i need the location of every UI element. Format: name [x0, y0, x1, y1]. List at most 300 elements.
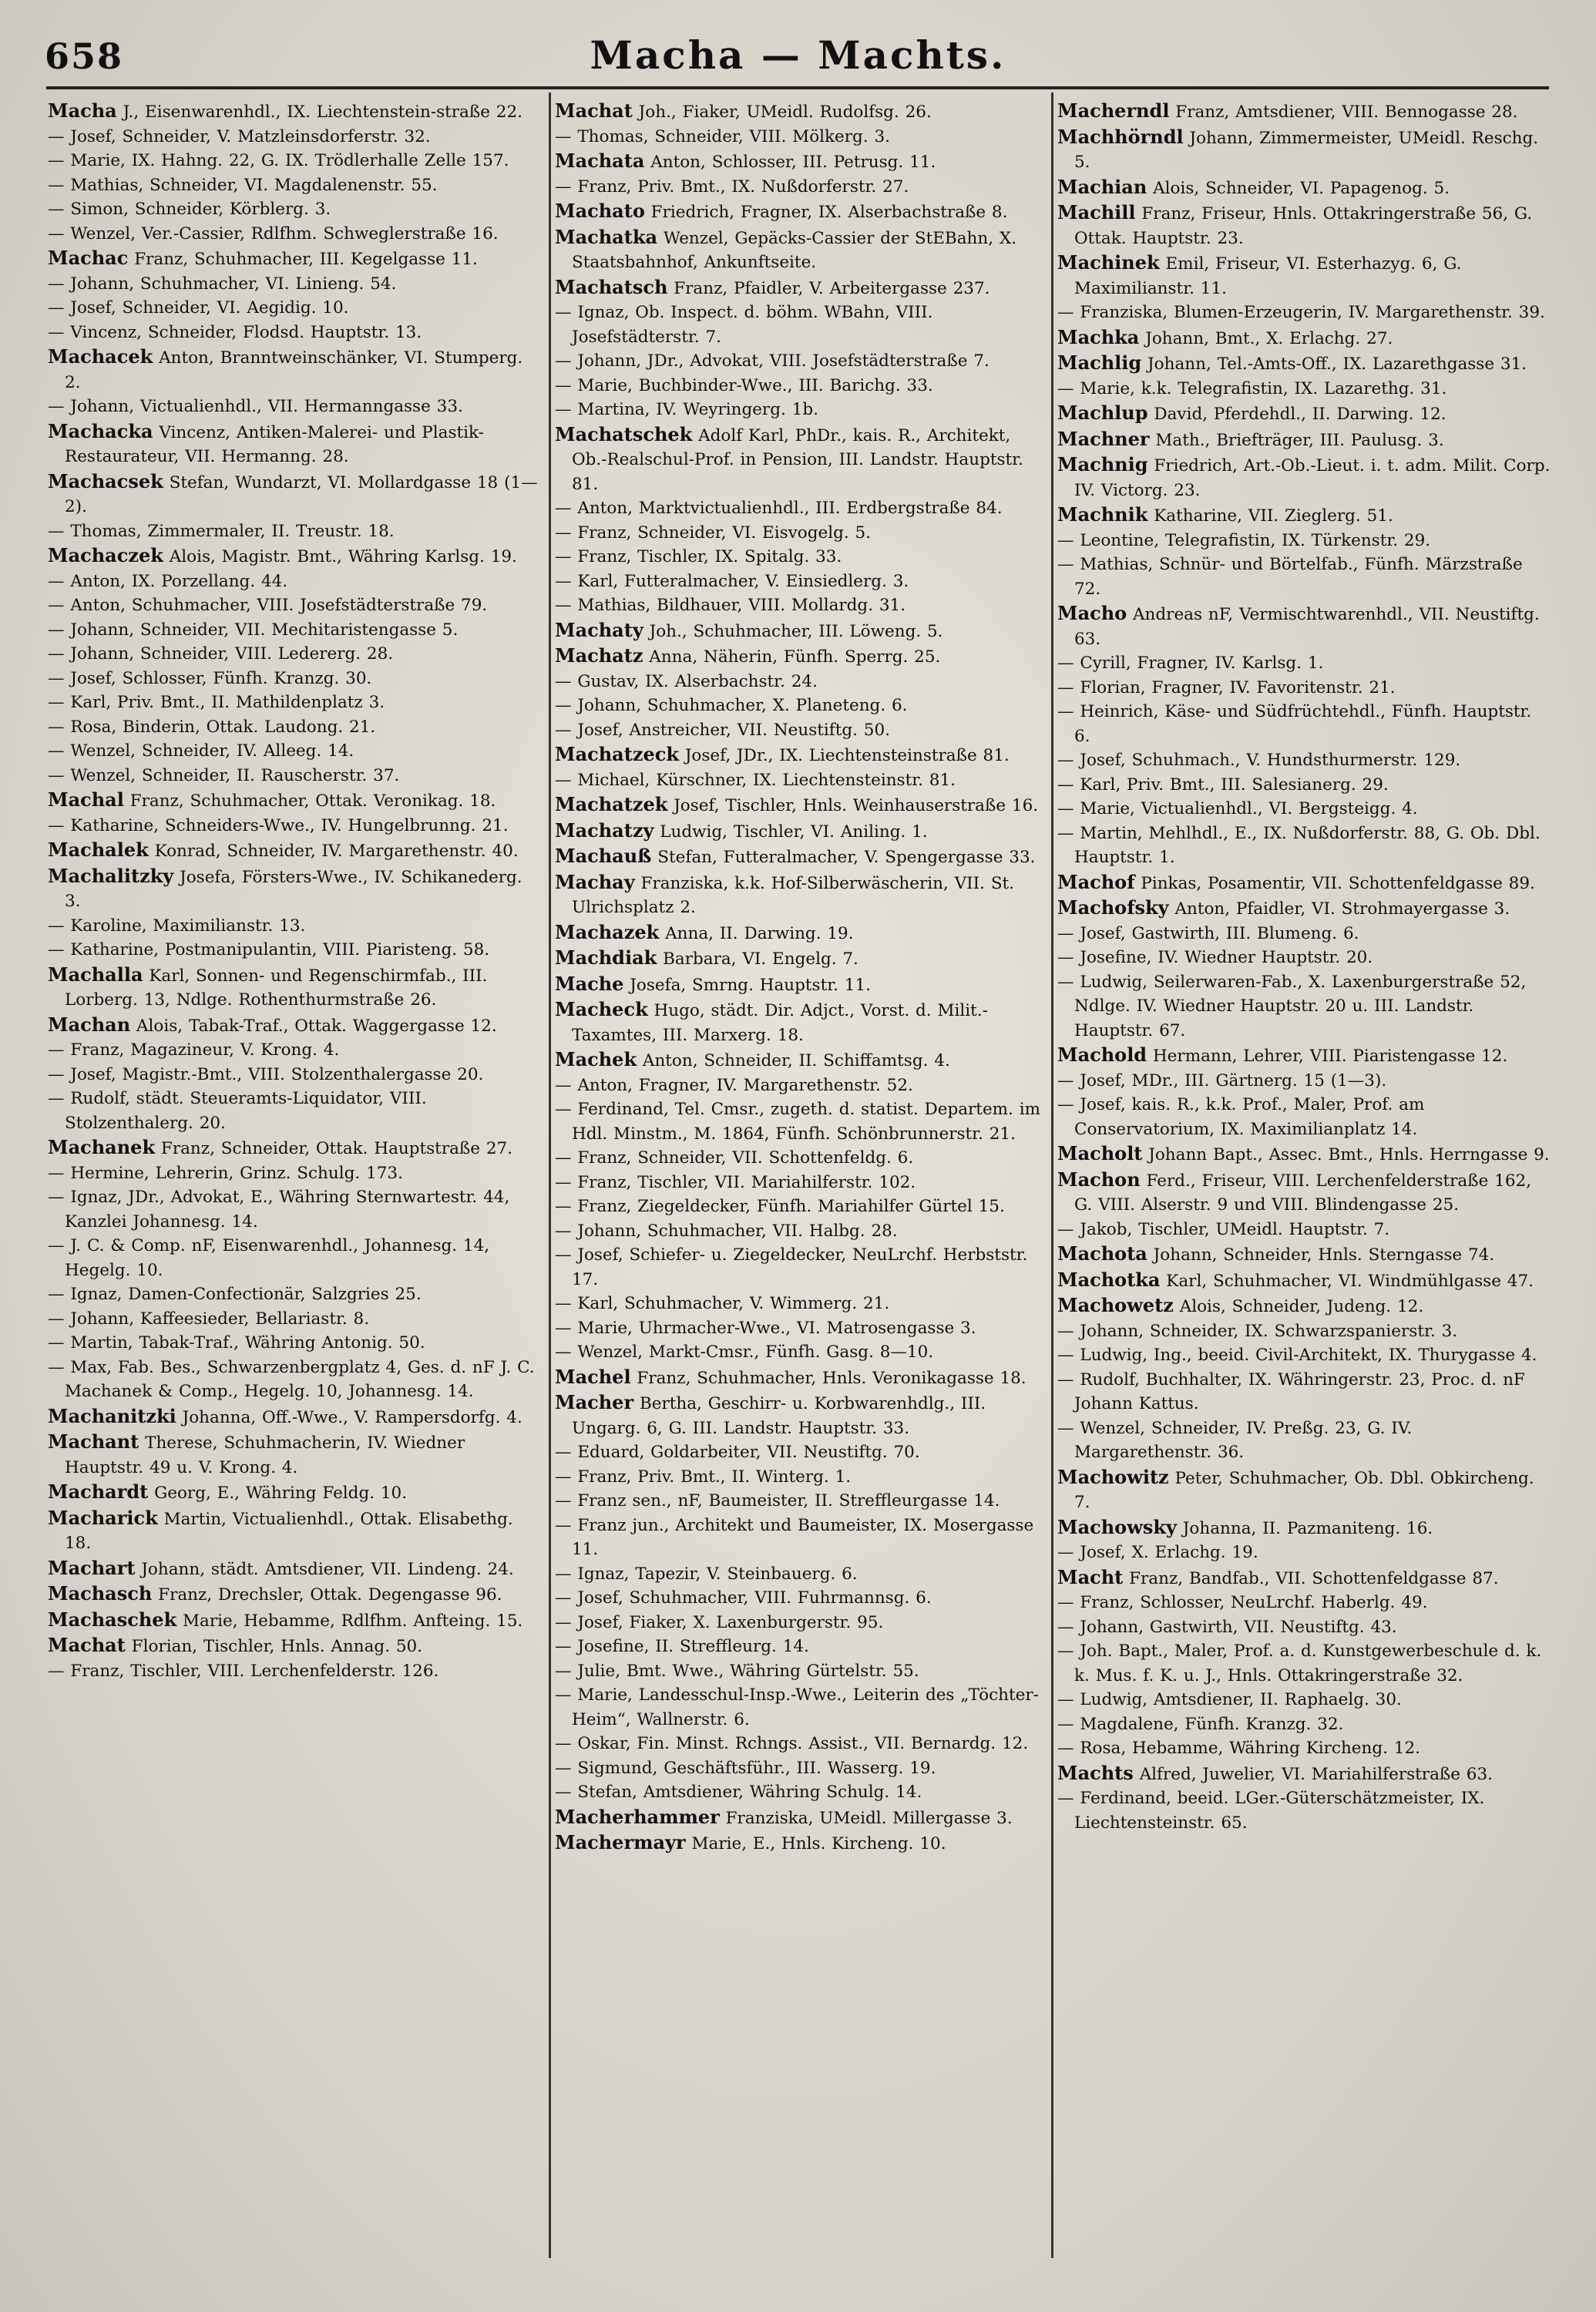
entry-text: Johann, Zimmermeister, UMeidl. Reschg. 5.	[1074, 128, 1539, 172]
entry-text: — Johann, Schneider, VII. Mechitaristengasse 5.	[48, 620, 459, 640]
directory-entry	[48, 272, 541, 297]
entry-surname: Machlup	[1057, 402, 1148, 424]
directory-entry	[555, 1611, 1048, 1635]
directory-entry	[48, 1013, 541, 1039]
column-1	[48, 99, 541, 2280]
entry-text: — Marie, Buchbinder-Wwe., III. Barichg. 33.	[555, 375, 933, 395]
entry-text: Josef, JDr., IX. Liechtensteinstraße 81.	[684, 746, 1010, 765]
entry-text: — Wenzel, Schneider, II. Rauscherstr. 37.	[48, 765, 400, 785]
entry-text: Math., Briefträger, III. Paulusg. 3.	[1155, 430, 1444, 450]
directory-entry	[1057, 946, 1551, 970]
directory-entry	[48, 1135, 541, 1161]
directory-entry	[1057, 1368, 1551, 1416]
directory-entry	[48, 764, 541, 788]
directory-entry	[48, 519, 541, 544]
entry-text: Emil, Friseur, VI. Esterhazyg. 6, G. Maximilianstr. 11.	[1074, 254, 1462, 298]
directory-entry	[48, 838, 541, 864]
directory-entry	[555, 175, 1048, 200]
entry-text: — Franz, Priv. Bmt., IX. Nußdorferstr. 27.	[555, 176, 909, 197]
directory-entry	[555, 301, 1048, 349]
directory-entry	[48, 1161, 541, 1186]
entry-text: Therese, Schuhmacherin, IV. Wiedner Hauptstr. 49 u. V. Krong. 4.	[65, 1433, 465, 1477]
entry-text: — Heinrich, Käse- und Südfrüchtehdl., Fünfh. Hauptstr. 6.	[1057, 702, 1532, 746]
directory-entry	[555, 349, 1048, 374]
entry-text: — Marie, Victualienhdl., VI. Bergsteigg. 4.	[1057, 799, 1418, 818]
entry-text: Anton, Branntweinschänker, VI. Stumperg. 2.	[65, 348, 523, 392]
entry-surname: Machart	[48, 1556, 136, 1579]
entry-text: — Josefine, IV. Wiedner Hauptstr. 20.	[1057, 948, 1373, 967]
directory-entry	[555, 1562, 1048, 1587]
entry-surname: Machaty	[555, 618, 643, 641]
entry-text: Franz, Schneider, Ottak. Hauptstraße 27.	[160, 1139, 513, 1158]
entry-text: — Anton, IX. Porzellang. 44.	[48, 571, 288, 591]
directory-entry	[555, 694, 1048, 718]
directory-entry	[555, 545, 1048, 570]
directory-entry	[48, 419, 541, 469]
entry-text: — Franz, Priv. Bmt., II. Winterg. 1.	[555, 1467, 852, 1487]
directory-entry	[48, 814, 541, 838]
entry-surname: Machay	[555, 870, 635, 893]
entry-text: — Josef, Magistr.-Bmt., VIII. Stolzenthalergasse 20.	[48, 1064, 484, 1084]
entry-surname: Machalek	[48, 838, 149, 861]
entry-text: — Anton, Schuhmacher, VIII. Josefstädterstraße 79.	[48, 596, 488, 615]
entry-text: Marie, Hebamme, Rdlfhm. Anfteing. 15.	[183, 1611, 523, 1631]
entry-text: — Joh. Bapt., Maler, Prof. a. d. Kunstgewerbeschule d. k. k. Mus. f. K. u. J., Hnls. Ottakringerstraße 32.	[1057, 1642, 1542, 1685]
entry-surname: Machacek	[48, 345, 153, 368]
directory-entry	[1057, 175, 1551, 201]
entry-text: — Johann, Schuhmacher, VII. Halbg. 28.	[555, 1221, 898, 1241]
entry-text: Peter, Schuhmacher, Ob. Dbl. Obkircheng. 7.	[1074, 1468, 1534, 1512]
entry-text: — Josef, Schiefer- u. Ziegeldecker, NeuLrchf. Herbststr. 17.	[555, 1245, 1028, 1289]
directory-entry	[555, 1489, 1048, 1514]
entry-text: Karl, Schuhmacher, VI. Windmühlgasse 47.	[1166, 1271, 1534, 1291]
directory-entry	[555, 1780, 1048, 1805]
entry-text: Franz, Amtsdiener, VIII. Bennogasse 28.	[1175, 102, 1518, 122]
entry-text: — Josef, Fiaker, X. Laxenburgerstr. 95.	[555, 1612, 884, 1632]
directory-entry	[1057, 1343, 1551, 1368]
directory-entry	[1057, 1141, 1551, 1168]
entry-text: Johann, Schneider, Hnls. Sterngasse 74.	[1153, 1245, 1495, 1265]
entry-surname: Machotka	[1057, 1268, 1161, 1291]
entry-text: — Wenzel, Markt-Cmsr., Fünfh. Gasg. 8—10.	[555, 1343, 934, 1362]
entry-text: — Franz, Magazineur, V. Krong. 4.	[48, 1040, 340, 1060]
directory-entry	[555, 718, 1048, 743]
entry-text: — Katharine, Schneiders-Wwe., IV. Hungelbrunng. 21.	[48, 815, 509, 835]
entry-text: — Thomas, Schneider, VIII. Mölkerg. 3.	[555, 126, 890, 146]
header-rule	[46, 86, 1549, 89]
entry-text: — Josef, Schuhmach., V. Hundsthurmerstr. 129.	[1057, 751, 1461, 770]
entry-surname: Machac	[48, 247, 129, 269]
directory-entry	[48, 469, 541, 519]
directory-entry	[555, 1465, 1048, 1490]
directory-entry	[555, 742, 1048, 768]
entry-text: Franz, Drechsler, Ottak. Degengasse 96.	[158, 1585, 502, 1605]
directory-entry	[48, 125, 541, 150]
entry-surname: Machdiak	[555, 946, 657, 969]
directory-entry	[48, 715, 541, 740]
entry-text: Vincenz, Antiken-Malerei- und Plastik-Restaurateur, VII. Hermanng. 28.	[65, 422, 484, 466]
entry-text: — Josefine, II. Streffleurg. 14.	[555, 1637, 809, 1656]
directory-entry	[48, 667, 541, 691]
entry-text: Hermann, Lehrer, VIII. Piaristengasse 12.	[1152, 1047, 1508, 1066]
directory-entry	[48, 642, 541, 667]
entry-text: Franziska, UMeidl. Millergasse 3.	[725, 1808, 1013, 1828]
directory-entry	[1057, 1591, 1551, 1615]
directory-entry	[555, 972, 1048, 998]
directory-entry	[48, 1608, 541, 1634]
entry-surname: Machner	[1057, 427, 1150, 450]
entry-text: — Franz, Tischler, VIII. Lerchenfelderstr. 126.	[48, 1661, 439, 1681]
entry-surname: Machel	[555, 1365, 631, 1388]
directory-entry	[48, 1038, 541, 1063]
entry-text: Stefan, Wundarzt, VI. Mollardgasse 18 (1—2).	[65, 472, 538, 516]
directory-entry	[1057, 351, 1551, 377]
entry-text: Franz, Schuhmacher, III. Kegelgasse 11.	[134, 250, 478, 269]
entry-text: — Josef, Schneider, V. Matzleinsdorferstr. 32.	[48, 126, 431, 146]
directory-entry	[48, 543, 541, 570]
entry-text: — Mathias, Bildhauer, VIII. Mollardg. 31.	[555, 596, 906, 615]
entry-text: — Marie, IX. Hahng. 22, G. IX. Trödlerhalle Zelle 157.	[48, 151, 509, 170]
entry-text: — Anton, Marktvictualienhdl., III. Erdbergstraße 84.	[555, 499, 1003, 518]
entry-text: — Josef, Schuhmacher, VIII. Fuhrmannsg. 6.	[555, 1588, 932, 1608]
directory-entry	[1057, 1416, 1551, 1465]
entry-surname: Macho	[1057, 602, 1127, 624]
entry-text: — Vincenz, Schneider, Flodsd. Hauptstr. 13.	[48, 322, 422, 342]
directory-entry	[48, 1234, 541, 1282]
directory-entry	[555, 1732, 1048, 1756]
entry-text: Friedrich, Fragner, IX. Alserbachstraße 8.	[650, 203, 1008, 222]
entry-surname: Machasch	[48, 1582, 153, 1605]
entry-text: Josefa, Smrng. Hauptstr. 11.	[630, 975, 871, 995]
entry-text: Franziska, k.k. Hof-Silberwäscherin, VII. St. Ulrichsplatz 2.	[572, 873, 1015, 917]
entry-text: — Max, Fab. Bes., Schwarzenbergplatz 4, Ges. d. nF J. C. Machanek & Comp., Hegelg. 10, Johannesg. 14.	[48, 1357, 535, 1401]
entry-text: — Josef, X. Erlachg. 19.	[1057, 1543, 1258, 1562]
entry-text: — Ignaz, Ob. Inspect. d. böhm. WBahn, VIII. Josefstädterstr. 7.	[555, 303, 933, 347]
directory-entry	[1057, 601, 1551, 651]
entry-surname: Machanitzki	[48, 1404, 176, 1427]
directory-entry	[555, 946, 1048, 972]
entry-text: Andreas nF, Vermischtwarenhdl., VII. Neustiftg. 63.	[1074, 605, 1540, 649]
directory-entry	[1057, 822, 1551, 870]
directory-entry	[1057, 1515, 1551, 1541]
entry-surname: Macht	[1057, 1565, 1124, 1588]
entry-text: Anna, Näherin, Fünfh. Sperrg. 25.	[649, 647, 941, 667]
entry-text: Alois, Schneider, VI. Papagenog. 5.	[1153, 178, 1450, 198]
directory-entry	[48, 222, 541, 247]
entry-text: — Ludwig, Amtsdiener, II. Raphaelg. 30.	[1057, 1690, 1402, 1709]
directory-entry	[1057, 301, 1551, 325]
directory-entry	[48, 197, 541, 222]
directory-entry	[48, 296, 541, 321]
entry-text: — Mathias, Schneider, VI. Magdalenenstr. 55.	[48, 175, 438, 195]
entry-text: — Josef, Anstreicher, VII. Neustiftg. 50.	[555, 720, 890, 740]
directory-entry	[48, 173, 541, 198]
entry-surname: Macherhammer	[555, 1805, 720, 1828]
directory-entry	[1057, 427, 1551, 453]
entry-surname: Machowsky	[1057, 1515, 1177, 1538]
entry-text: — Hermine, Lehrerin, Grinz. Schulg. 173.	[48, 1163, 403, 1183]
entry-text: Barbara, VI. Engelg. 7.	[663, 949, 858, 969]
entry-text: Karl, Sonnen- und Regenschirmfab., III. Lorberg. 13, Ndlge. Rothenthurmstraße 26.	[65, 966, 488, 1010]
entry-text: — Sigmund, Geschäftsführ., III. Wasserg. 19.	[555, 1758, 936, 1778]
entry-text: — Josef, MDr., III. Gärtnerg. 15 (1—3).	[1057, 1070, 1387, 1090]
entry-text: Franz, Pfaidler, V. Arbeitergasse 237.	[674, 278, 990, 298]
entry-surname: Machhörndl	[1057, 125, 1184, 148]
entry-text: Friedrich, Art.-Ob.-Lieut. i. t. adm. Milit. Corp. IV. Victorg. 23.	[1074, 456, 1551, 500]
entry-surname: Machat	[48, 1634, 126, 1656]
entry-text: — Johann, Schneider, VIII. Ledererg. 28.	[48, 644, 394, 664]
entry-surname: Machnig	[1057, 453, 1148, 476]
entry-text: — Wenzel, Schneider, IV. Alleeg. 14.	[48, 741, 354, 761]
entry-surname: Machacka	[48, 419, 153, 442]
directory-entry	[48, 1430, 541, 1480]
directory-entry	[555, 1659, 1048, 1684]
entry-surname: Machaczek	[48, 544, 163, 566]
entry-text: — Florian, Fragner, IV. Favoritenstr. 21.	[1057, 677, 1396, 697]
entry-text: — Wenzel, Schneider, IV. Preßg. 23, G. IV. Margarethenstr. 36.	[1057, 1418, 1413, 1462]
directory-entry	[1057, 773, 1551, 798]
directory-entry	[555, 225, 1048, 275]
directory-entry	[1057, 1218, 1551, 1242]
directory-entry	[1057, 651, 1551, 676]
directory-entry	[1057, 125, 1551, 175]
entry-surname: Macholt	[1057, 1142, 1143, 1164]
entry-text: — Leontine, Telegrafistin, IX. Türkenstr. 29.	[1057, 530, 1431, 550]
directory-entry	[555, 1514, 1048, 1562]
entry-text: Ferd., Friseur, VIII. Lerchenfelderstraße 162, G. VIII. Alserstr. 9 und VIII. Blindengasse 25.	[1074, 1171, 1532, 1215]
entry-surname: Machat	[555, 99, 633, 122]
directory-entry	[48, 1282, 541, 1307]
entry-text: Johanna, II. Pazmaniteng. 16.	[1182, 1518, 1433, 1538]
directory-entry	[1057, 1565, 1551, 1591]
entry-text: Johann Bapt., Assec. Bmt., Hnls. Herrngasse 9.	[1148, 1145, 1550, 1164]
entry-text: — Simon, Schneider, Körblerg. 3.	[48, 200, 331, 219]
entry-surname: Machatschek	[555, 422, 693, 445]
entry-text: Alfred, Juwelier, VI. Mariahilferstraße 63.	[1139, 1764, 1494, 1784]
column-3	[1057, 99, 1551, 2280]
directory-entry	[1057, 1069, 1551, 1094]
directory-entry	[1057, 553, 1551, 601]
entry-text: — Marie, Uhrmacher-Wwe., VI. Matrosengasse 3.	[555, 1318, 976, 1338]
entry-text: — Franziska, Blumen-Erzeugerin, IV. Margarethenstr. 39.	[1057, 303, 1545, 322]
directory-entry	[1057, 1168, 1551, 1218]
directory-entry	[555, 670, 1048, 694]
entry-text: — Franz, Tischler, VII. Mariahilferstr. 102.	[555, 1172, 916, 1192]
directory-entry	[1057, 1688, 1551, 1712]
directory-entry	[555, 1635, 1048, 1659]
directory-entry	[1057, 1293, 1551, 1319]
entry-text: — Rudolf, Buchhalter, IX. Währingerstr. 23, Proc. d. nF Johann Kattus.	[1057, 1369, 1525, 1413]
directory-entry	[555, 618, 1048, 644]
entry-text: — Josef, kais. R., k.k. Prof., Maler, Prof. am Conservatorium, IX. Maximilianplatz 14.	[1057, 1095, 1425, 1139]
entry-surname: Machota	[1057, 1242, 1147, 1265]
directory-entry	[555, 422, 1048, 497]
directory-entry	[1057, 1761, 1551, 1787]
directory-entry	[555, 125, 1048, 150]
entry-text: — Stefan, Amtsdiener, Währing Schulg. 14.	[555, 1783, 922, 1802]
directory-entry	[48, 1087, 541, 1135]
directory-entry	[48, 618, 541, 643]
entry-text: — Magdalene, Fünfh. Kranzg. 32.	[1057, 1714, 1344, 1734]
entry-text: Konrad, Schneider, IV. Margarethenstr. 40.	[154, 842, 519, 861]
directory-entry	[48, 739, 541, 764]
directory-entry	[1057, 1093, 1551, 1141]
entry-surname: Macher	[555, 1391, 634, 1413]
entry-text: — Franz jun., Architekt und Baumeister, IX. Mosergasse 11.	[555, 1515, 1034, 1559]
directory-entry	[48, 149, 541, 173]
entry-surname: Machof	[1057, 870, 1135, 893]
entry-text: — Eduard, Goldarbeiter, VII. Neustiftg. 70.	[555, 1443, 920, 1462]
directory-entry	[1057, 99, 1551, 125]
directory-entry	[48, 1356, 541, 1404]
directory-entry	[1057, 1319, 1551, 1344]
directory-entry	[48, 938, 541, 963]
entry-text: Georg, E., Währing Feldg. 10.	[154, 1484, 408, 1503]
directory-entry	[1057, 1615, 1551, 1640]
directory-entry	[48, 593, 541, 618]
entry-text: — Ludwig, Ing., beeid. Civil-Architekt, IX. Thurygasse 4.	[1057, 1346, 1537, 1365]
entry-text: — Martin, Mehlhdl., E., IX. Nußdorferstr. 88, G. Ob. Dbl. Hauptstr. 1.	[1057, 823, 1541, 867]
entry-text: — J. C. & Comp. nF, Eisenwarenhdl., Johannesg. 14, Hegelg. 10.	[48, 1236, 490, 1280]
directory-entry	[555, 570, 1048, 594]
directory-entry	[48, 1404, 541, 1430]
entry-text: Franz, Bandfab., VII. Schottenfeldgasse 87.	[1129, 1568, 1499, 1588]
entry-surname: Machinek	[1057, 251, 1160, 274]
entry-surname: Machanek	[48, 1136, 156, 1158]
directory-entry	[555, 1195, 1048, 1219]
entry-text: — Ludwig, Seilerwaren-Fab., X. Laxenburgerstraße 52, Ndlge. IV. Wiedner Hauptstr. 20 u. III. Landstr. Hauptstr. 67.	[1057, 972, 1527, 1040]
directory-entry	[1057, 529, 1551, 553]
directory-entry	[555, 1047, 1048, 1074]
directory-entry	[48, 1581, 541, 1608]
entry-text: Stefan, Futteralmacher, V. Spengergasse 33.	[657, 848, 1036, 867]
entry-text: — Karl, Priv. Bmt., III. Salesianerg. 29.	[1057, 775, 1389, 795]
entry-text: — Katharine, Postmanipulantin, VIII. Piaristeng. 58.	[48, 940, 490, 959]
entry-text: — Rosa, Binderin, Ottak. Laudong. 21.	[48, 717, 376, 737]
entry-surname: Machant	[48, 1430, 139, 1453]
directory-entry	[1057, 797, 1551, 822]
directory-entry	[48, 914, 541, 939]
entry-surname: Machata	[555, 150, 645, 172]
entry-text: — Gustav, IX. Alserbachstr. 24.	[555, 671, 818, 691]
entry-text: — Josef, Schlosser, Fünfh. Kranzg. 30.	[48, 668, 372, 688]
entry-surname: Machatzy	[555, 818, 654, 842]
entry-surname: Machardt	[48, 1480, 149, 1503]
directory-entry	[1057, 896, 1551, 922]
column-divider-1	[549, 92, 551, 2258]
entry-text: — Thomas, Zimmermaler, II. Treustr. 18.	[48, 521, 395, 541]
running-head: Macha — Machts.	[590, 32, 1006, 78]
directory-entry	[555, 1243, 1048, 1292]
entry-surname: Macharick	[48, 1506, 158, 1529]
directory-entry	[1057, 1639, 1551, 1688]
directory-entry	[48, 321, 541, 345]
directory-entry	[1057, 250, 1551, 301]
directory-entry	[1057, 970, 1551, 1043]
entry-text: — Marie, k.k. Telegrafistin, IX. Lazarethg. 31.	[1057, 378, 1447, 398]
directory-entry	[555, 1097, 1048, 1146]
directory-entry	[48, 691, 541, 715]
directory-entry	[555, 1074, 1048, 1098]
entry-surname: Machowetz	[1057, 1294, 1174, 1316]
entry-surname: Machian	[1057, 175, 1147, 198]
page-header	[0, 23, 1596, 77]
entry-surname: Machnik	[1057, 503, 1148, 526]
entry-text: Joh., Schuhmacher, III. Löweng. 5.	[649, 621, 943, 641]
directory-entry	[1057, 1786, 1551, 1835]
entry-surname: Machato	[555, 200, 645, 222]
directory-entry	[555, 149, 1048, 175]
entry-text: Alois, Schneider, Judeng. 12.	[1179, 1297, 1424, 1316]
directory-entry	[555, 768, 1048, 793]
entry-text: — Ferdinand, Tel. Cmsr., zugeth. d. statist. Departem. im Hdl. Minstm., M. 1864, Fünfh. Schönbrunnerstr. 21.	[555, 1100, 1040, 1144]
entry-surname: Machold	[1057, 1043, 1147, 1066]
entry-text: Joh., Fiaker, UMeidl. Rudolfsg. 26.	[638, 102, 932, 122]
entry-text: — Michael, Kürschner, IX. Liechtensteinstr. 81.	[555, 770, 956, 790]
entry-surname: Machatzek	[555, 793, 668, 815]
directory-entry	[555, 1171, 1048, 1195]
entry-text: — Johann, Schuhmacher, VI. Linieng. 54.	[48, 274, 397, 294]
directory-entry	[555, 199, 1048, 225]
directory-entry	[48, 864, 541, 914]
entry-text: Ludwig, Tischler, VI. Aniling. 1.	[660, 822, 928, 842]
entry-text: — Ignaz, Tapezir, V. Steinbauerg. 6.	[555, 1564, 858, 1584]
directory-entry	[1057, 922, 1551, 946]
entry-text: — Julie, Bmt. Wwe., Währing Gürtelstr. 55.	[555, 1661, 919, 1681]
entry-text: — Mathias, Schnür- und Börtelfab., Fünfh. Märzstraße 72.	[1057, 555, 1523, 599]
entry-surname: Machacsek	[48, 469, 163, 492]
entry-text: — Rosa, Hebamme, Währing Kircheng. 12.	[1057, 1739, 1420, 1758]
entry-text: — Franz, Ziegeldecker, Fünfh. Mariahilfer Gürtel 15.	[555, 1197, 1005, 1216]
directory-entry	[1057, 325, 1551, 351]
entry-text: — Oskar, Fin. Minst. Rchngs. Assist., VII. Bernardg. 12.	[555, 1734, 1029, 1753]
entry-text: Marie, E., Hnls. Kircheng. 10.	[691, 1834, 946, 1853]
directory-entry	[555, 818, 1048, 845]
entry-text: Franz, Schuhmacher, Ottak. Veronikag. 18.	[129, 791, 496, 811]
entry-surname: Machal	[48, 788, 124, 811]
entry-text: — Karoline, Maximilianstr. 13.	[48, 916, 306, 936]
entry-text: — Rudolf, städt. Steueramts-Liquidator, VIII. Stolzenthalerg. 20.	[48, 1089, 427, 1133]
directory-entry	[555, 1292, 1048, 1316]
directory-entry	[555, 1805, 1048, 1831]
entry-text: — Franz sen., nF, Baumeister, II. Streffleurgasse 14.	[555, 1491, 1000, 1511]
directory-entry	[48, 1185, 541, 1234]
entry-text: Johanna, Off.-Wwe., V. Rampersdorfg. 4.	[182, 1407, 522, 1427]
directory-entry	[1057, 1242, 1551, 1268]
directory-entry	[1057, 377, 1551, 402]
entry-text: — Cyrill, Fragner, IV. Karlsg. 1.	[1057, 654, 1324, 673]
entry-text: — Ignaz, Damen-Confectionär, Salzgries 25.	[48, 1285, 422, 1304]
directory-entry	[48, 1480, 541, 1506]
directory-entry	[48, 99, 541, 125]
directory-entry	[555, 275, 1048, 301]
entry-surname: Machauß	[555, 845, 652, 867]
directory-entry	[48, 1331, 541, 1356]
entry-text: Katharine, VII. Zieglerg. 51.	[1154, 506, 1393, 526]
entry-surname: Machalla	[48, 963, 143, 986]
entry-text: — Martina, IV. Weyringerg. 1b.	[555, 400, 818, 419]
directory-entry	[555, 99, 1048, 125]
entry-text: Franz, Friseur, Hnls. Ottakringerstraße 56, G. Ottak. Hauptstr. 23.	[1074, 204, 1533, 248]
directory-entry	[1057, 700, 1551, 748]
entry-text: Johann, Bmt., X. Erlachg. 27.	[1145, 328, 1393, 348]
directory-entry	[48, 1659, 541, 1684]
entry-text: — Karl, Priv. Bmt., II. Mathildenplatz 3.	[48, 693, 385, 712]
directory-entry	[555, 521, 1048, 546]
directory-entry	[555, 496, 1048, 521]
directory-entry	[555, 1146, 1048, 1171]
column-2	[555, 99, 1048, 2280]
